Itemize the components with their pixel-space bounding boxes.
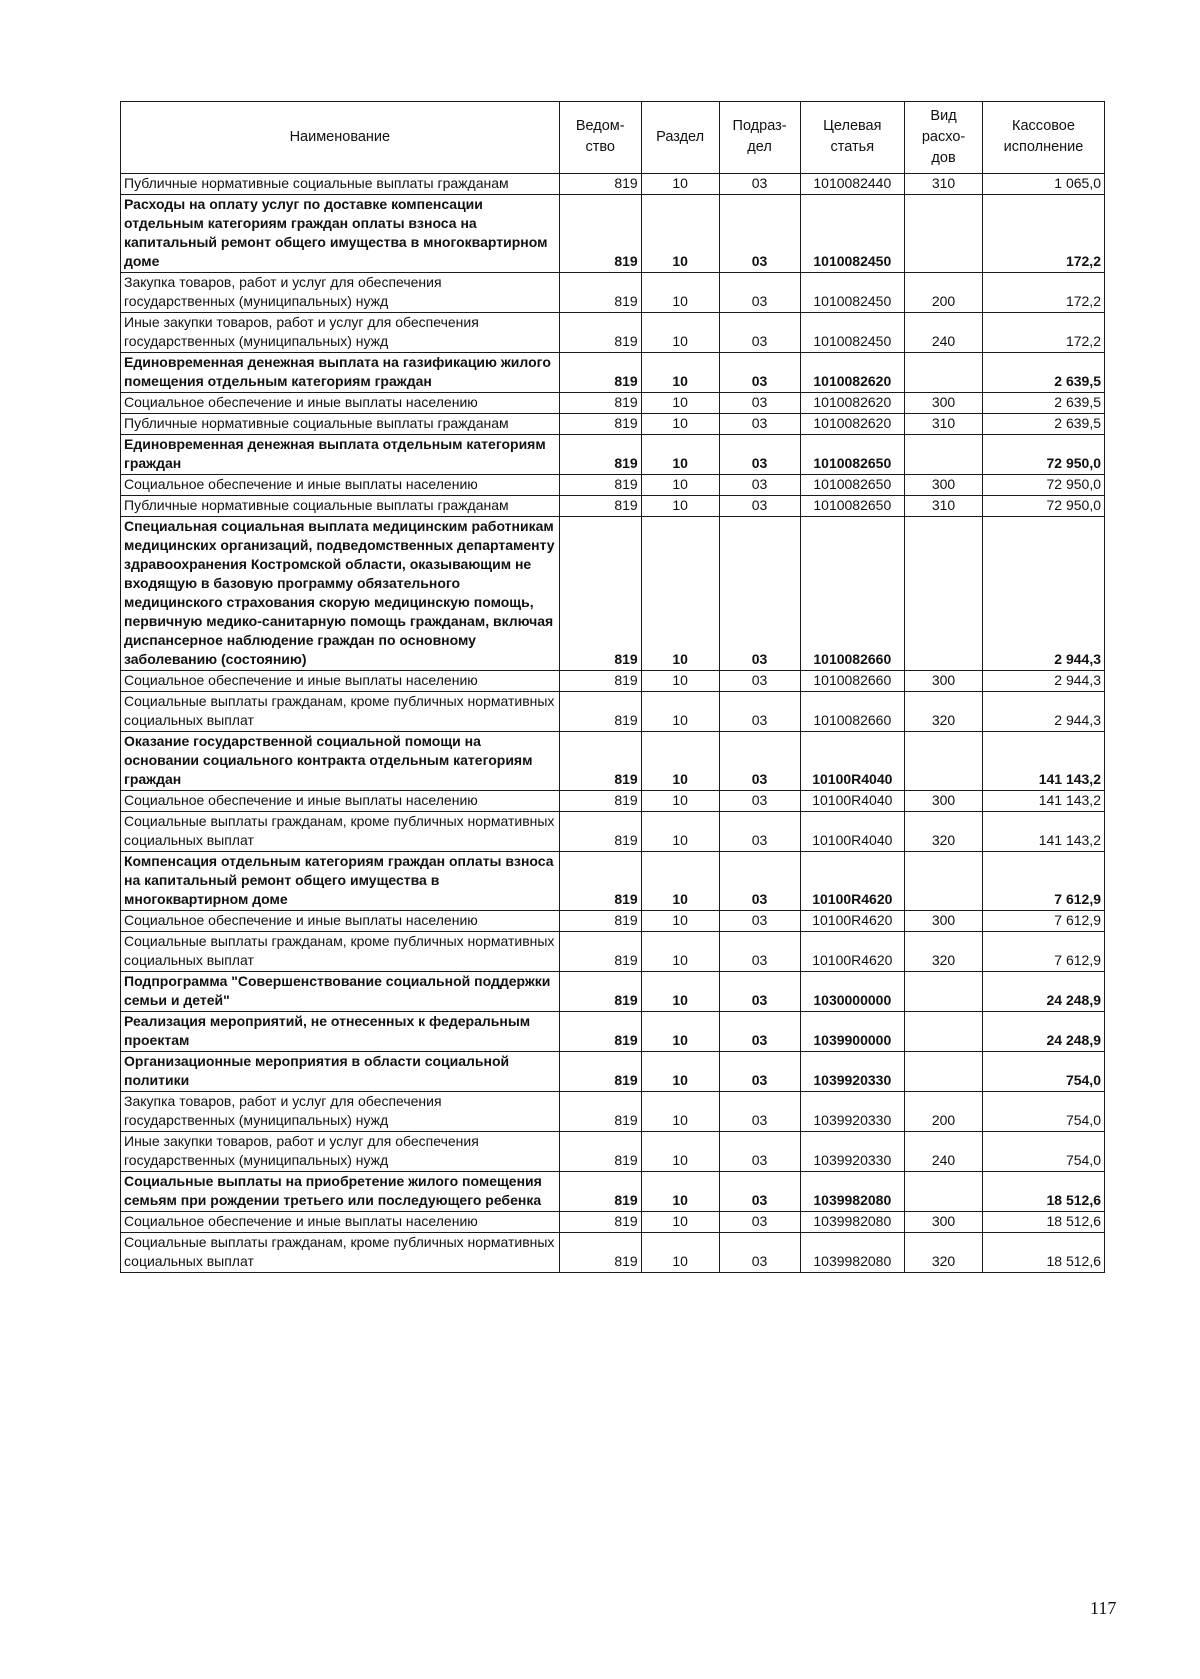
- header-tselevaya: Целевая статья: [800, 102, 905, 174]
- table-row: [121, 1132, 1105, 1172]
- page-number: 117: [1090, 1598, 1117, 1618]
- cell-podrazdel: 03: [719, 517, 800, 671]
- cell-name: Публичные нормативные социальные выплаты гражданам: [121, 414, 560, 435]
- cell-vid: [905, 435, 983, 475]
- cell-amount: 1 065,0: [982, 174, 1104, 195]
- cell-vedomstvo: 819: [559, 393, 641, 414]
- table-row: [121, 1092, 1105, 1132]
- cell-name: Социальные выплаты гражданам, кроме публичных нормативных социальных выплат: [121, 812, 560, 852]
- cell-name: Публичные нормативные социальные выплаты гражданам: [121, 496, 560, 517]
- cell-tselevaya: 1010082620: [800, 393, 905, 414]
- cell-amount: 18 512,6: [982, 1212, 1104, 1233]
- cell-vid: 310: [905, 174, 983, 195]
- header-vid: Вид расхо- дов: [905, 102, 983, 174]
- cell-vedomstvo: 819: [559, 732, 641, 791]
- cell-podrazdel: 03: [719, 313, 800, 353]
- cell-podrazdel: 03: [719, 791, 800, 812]
- table-row: [121, 517, 1105, 671]
- cell-podrazdel: 03: [719, 1132, 800, 1172]
- cell-name: Социальные выплаты на приобретение жилого помещения семьям при рождении третьего или последующего ребенка: [121, 1172, 560, 1212]
- cell-name: Закупка товаров, работ и услуг для обеспечения государственных (муниципальных) нужд: [121, 273, 560, 313]
- cell-name: Социальные выплаты гражданам, кроме публичных нормативных социальных выплат: [121, 932, 560, 972]
- cell-vid: [905, 353, 983, 393]
- cell-tselevaya: 1010082450: [800, 273, 905, 313]
- cell-tselevaya: 1010082650: [800, 475, 905, 496]
- cell-razdel: 10: [641, 414, 719, 435]
- table-row: [121, 393, 1105, 414]
- cell-vid: [905, 517, 983, 671]
- cell-name: Публичные нормативные социальные выплаты гражданам: [121, 174, 560, 195]
- cell-amount: 24 248,9: [982, 1012, 1104, 1052]
- cell-razdel: 10: [641, 812, 719, 852]
- table-row: [121, 791, 1105, 812]
- cell-name: Иные закупки товаров, работ и услуг для обеспечения государственных (муниципальных) нужд: [121, 1132, 560, 1172]
- cell-name: Социальные выплаты гражданам, кроме публичных нормативных социальных выплат: [121, 692, 560, 732]
- cell-amount: 2 944,3: [982, 517, 1104, 671]
- cell-podrazdel: 03: [719, 1092, 800, 1132]
- cell-amount: 754,0: [982, 1052, 1104, 1092]
- cell-podrazdel: 03: [719, 496, 800, 517]
- header-ispolnenie: Кассовое исполнение: [982, 102, 1104, 174]
- cell-tselevaya: 1039982080: [800, 1172, 905, 1212]
- cell-razdel: 10: [641, 1233, 719, 1273]
- table-row: [121, 812, 1105, 852]
- cell-razdel: 10: [641, 1012, 719, 1052]
- table-row: [121, 1052, 1105, 1092]
- cell-name: Расходы на оплату услуг по доставке компенсации отдельным категориям граждан оплаты взноса на капитальный ремонт общего имущества в многоквартирном доме: [121, 195, 560, 273]
- table-row: [121, 852, 1105, 911]
- cell-razdel: 10: [641, 1052, 719, 1092]
- cell-razdel: 10: [641, 791, 719, 812]
- table-row: [121, 1012, 1105, 1052]
- cell-podrazdel: 03: [719, 671, 800, 692]
- table-row: [121, 174, 1105, 195]
- header-vedomstvo: Ведом- ство: [559, 102, 641, 174]
- table-body: [121, 174, 1105, 1273]
- cell-vedomstvo: 819: [559, 195, 641, 273]
- cell-amount: 2 944,3: [982, 671, 1104, 692]
- cell-vid: 200: [905, 1092, 983, 1132]
- cell-tselevaya: 1010082620: [800, 353, 905, 393]
- cell-podrazdel: 03: [719, 1172, 800, 1212]
- cell-podrazdel: 03: [719, 393, 800, 414]
- table-row: [121, 671, 1105, 692]
- cell-vid: [905, 195, 983, 273]
- cell-razdel: 10: [641, 496, 719, 517]
- cell-amount: 7 612,9: [982, 911, 1104, 932]
- cell-amount: 141 143,2: [982, 791, 1104, 812]
- header-row: [121, 102, 1105, 174]
- cell-amount: 172,2: [982, 313, 1104, 353]
- cell-podrazdel: 03: [719, 732, 800, 791]
- cell-vedomstvo: 819: [559, 692, 641, 732]
- table-row: [121, 692, 1105, 732]
- cell-tselevaya: 1010082660: [800, 517, 905, 671]
- cell-vid: [905, 852, 983, 911]
- table-row: [121, 732, 1105, 791]
- cell-razdel: 10: [641, 313, 719, 353]
- cell-razdel: 10: [641, 1212, 719, 1233]
- cell-tselevaya: 1039920330: [800, 1132, 905, 1172]
- header-razdel: Раздел: [641, 102, 719, 174]
- cell-tselevaya: 1010082660: [800, 692, 905, 732]
- cell-vedomstvo: 819: [559, 1132, 641, 1172]
- cell-razdel: 10: [641, 273, 719, 313]
- cell-tselevaya: 10100R4620: [800, 932, 905, 972]
- cell-podrazdel: 03: [719, 1233, 800, 1273]
- cell-vedomstvo: 819: [559, 671, 641, 692]
- cell-tselevaya: 1010082450: [800, 313, 905, 353]
- cell-vid: 200: [905, 273, 983, 313]
- cell-tselevaya: 10100R4040: [800, 732, 905, 791]
- cell-podrazdel: 03: [719, 1212, 800, 1233]
- cell-razdel: 10: [641, 692, 719, 732]
- cell-amount: 24 248,9: [982, 972, 1104, 1012]
- cell-podrazdel: 03: [719, 475, 800, 496]
- cell-vedomstvo: 819: [559, 1092, 641, 1132]
- cell-razdel: 10: [641, 174, 719, 195]
- cell-tselevaya: 1039982080: [800, 1233, 905, 1273]
- cell-vedomstvo: 819: [559, 1233, 641, 1273]
- cell-podrazdel: 03: [719, 273, 800, 313]
- cell-podrazdel: 03: [719, 1052, 800, 1092]
- cell-vedomstvo: 819: [559, 852, 641, 911]
- cell-podrazdel: 03: [719, 174, 800, 195]
- cell-tselevaya: 1010082450: [800, 195, 905, 273]
- cell-razdel: 10: [641, 435, 719, 475]
- cell-vid: 300: [905, 393, 983, 414]
- cell-name: Социальное обеспечение и иные выплаты населению: [121, 1212, 560, 1233]
- cell-vid: 310: [905, 414, 983, 435]
- cell-name: Социальное обеспечение и иные выплаты населению: [121, 911, 560, 932]
- cell-razdel: 10: [641, 972, 719, 1012]
- cell-podrazdel: 03: [719, 353, 800, 393]
- cell-name: Единовременная денежная выплата отдельным категориям граждан: [121, 435, 560, 475]
- cell-name: Социальное обеспечение и иные выплаты населению: [121, 475, 560, 496]
- cell-vedomstvo: 819: [559, 1052, 641, 1092]
- cell-vid: 300: [905, 475, 983, 496]
- cell-name: Оказание государственной социальной помощи на основании социального контракта отдельным категориям граждан: [121, 732, 560, 791]
- cell-name: Организационные мероприятия в области социальной политики: [121, 1052, 560, 1092]
- cell-razdel: 10: [641, 353, 719, 393]
- cell-vedomstvo: 819: [559, 475, 641, 496]
- cell-vid: [905, 1012, 983, 1052]
- cell-vid: 300: [905, 791, 983, 812]
- cell-name: Подпрограмма "Совершенствование социальной поддержки семьи и детей": [121, 972, 560, 1012]
- cell-tselevaya: 10100R4040: [800, 791, 905, 812]
- cell-tselevaya: 1010082440: [800, 174, 905, 195]
- cell-tselevaya: 1010082650: [800, 496, 905, 517]
- cell-razdel: 10: [641, 1132, 719, 1172]
- cell-name: Компенсация отдельным категориям граждан оплаты взноса на капитальный ремонт общего имущества в многоквартирном доме: [121, 852, 560, 911]
- cell-vid: 320: [905, 1233, 983, 1273]
- table-row: [121, 475, 1105, 496]
- cell-vid: [905, 1172, 983, 1212]
- cell-tselevaya: 10100R4620: [800, 852, 905, 911]
- cell-vedomstvo: 819: [559, 517, 641, 671]
- cell-amount: 172,2: [982, 273, 1104, 313]
- cell-podrazdel: 03: [719, 972, 800, 1012]
- table-row: [121, 195, 1105, 273]
- cell-amount: 754,0: [982, 1092, 1104, 1132]
- cell-vid: [905, 972, 983, 1012]
- cell-amount: 72 950,0: [982, 435, 1104, 475]
- cell-tselevaya: 1039920330: [800, 1092, 905, 1132]
- cell-vid: 300: [905, 1212, 983, 1233]
- cell-vedomstvo: 819: [559, 911, 641, 932]
- cell-amount: 18 512,6: [982, 1172, 1104, 1212]
- cell-vedomstvo: 819: [559, 273, 641, 313]
- table-row: [121, 932, 1105, 972]
- cell-vedomstvo: 819: [559, 435, 641, 475]
- cell-tselevaya: 1039900000: [800, 1012, 905, 1052]
- header-podrazdel: Подраз- дел: [719, 102, 800, 174]
- cell-amount: 72 950,0: [982, 475, 1104, 496]
- cell-amount: 2 944,3: [982, 692, 1104, 732]
- table-row: [121, 911, 1105, 932]
- cell-podrazdel: 03: [719, 414, 800, 435]
- cell-tselevaya: 1010082660: [800, 671, 905, 692]
- cell-vid: 320: [905, 932, 983, 972]
- cell-name: Социальное обеспечение и иные выплаты населению: [121, 671, 560, 692]
- cell-tselevaya: 10100R4040: [800, 812, 905, 852]
- cell-name: Иные закупки товаров, работ и услуг для обеспечения государственных (муниципальных) нужд: [121, 313, 560, 353]
- cell-tselevaya: 10100R4620: [800, 911, 905, 932]
- cell-tselevaya: 1010082620: [800, 414, 905, 435]
- cell-amount: 754,0: [982, 1132, 1104, 1172]
- cell-podrazdel: 03: [719, 911, 800, 932]
- cell-vid: 240: [905, 313, 983, 353]
- cell-vid: 320: [905, 812, 983, 852]
- table-row: [121, 414, 1105, 435]
- cell-podrazdel: 03: [719, 195, 800, 273]
- cell-name: Специальная социальная выплата медицинским работникам медицинских организаций, подведомственных департаменту здравоохранения Костромской области, оказывающим не входящую в базовую программу обязательного медицинского страхования скорую медицинскую помощь, первичную медико-санитарную помощь гражданам, включая диспансерное наблюдение граждан по основному заболеванию (состоянию): [121, 517, 560, 671]
- cell-vedomstvo: 819: [559, 353, 641, 393]
- cell-name: Социальные выплаты гражданам, кроме публичных нормативных социальных выплат: [121, 1233, 560, 1273]
- cell-vedomstvo: 819: [559, 313, 641, 353]
- table-row: [121, 1212, 1105, 1233]
- header-name: Наименование: [121, 102, 560, 174]
- cell-vid: 240: [905, 1132, 983, 1172]
- cell-podrazdel: 03: [719, 692, 800, 732]
- cell-amount: 2 639,5: [982, 353, 1104, 393]
- budget-table: [120, 101, 1105, 1273]
- table-row: [121, 972, 1105, 1012]
- cell-razdel: 10: [641, 475, 719, 496]
- cell-amount: 72 950,0: [982, 496, 1104, 517]
- cell-amount: 7 612,9: [982, 932, 1104, 972]
- table-row: [121, 435, 1105, 475]
- table-row: [121, 1172, 1105, 1212]
- cell-name: Социальное обеспечение и иные выплаты населению: [121, 791, 560, 812]
- cell-amount: 7 612,9: [982, 852, 1104, 911]
- cell-razdel: 10: [641, 517, 719, 671]
- cell-vedomstvo: 819: [559, 174, 641, 195]
- cell-podrazdel: 03: [719, 932, 800, 972]
- cell-name: Реализация мероприятий, не отнесенных к федеральным проектам: [121, 1012, 560, 1052]
- cell-vedomstvo: 819: [559, 812, 641, 852]
- cell-tselevaya: 1039982080: [800, 1212, 905, 1233]
- cell-amount: 141 143,2: [982, 812, 1104, 852]
- cell-vedomstvo: 819: [559, 932, 641, 972]
- cell-vid: 310: [905, 496, 983, 517]
- cell-name: Социальное обеспечение и иные выплаты населению: [121, 393, 560, 414]
- cell-vedomstvo: 819: [559, 791, 641, 812]
- cell-razdel: 10: [641, 195, 719, 273]
- cell-podrazdel: 03: [719, 812, 800, 852]
- cell-vid: [905, 1052, 983, 1092]
- cell-vid: 320: [905, 692, 983, 732]
- cell-vid: 300: [905, 671, 983, 692]
- cell-vid: 300: [905, 911, 983, 932]
- cell-razdel: 10: [641, 671, 719, 692]
- cell-podrazdel: 03: [719, 1012, 800, 1052]
- cell-razdel: 10: [641, 932, 719, 972]
- cell-amount: 2 639,5: [982, 393, 1104, 414]
- table-row: [121, 1233, 1105, 1273]
- cell-razdel: 10: [641, 732, 719, 791]
- cell-vedomstvo: 819: [559, 1212, 641, 1233]
- cell-razdel: 10: [641, 1092, 719, 1132]
- cell-vedomstvo: 819: [559, 496, 641, 517]
- cell-vedomstvo: 819: [559, 414, 641, 435]
- table-row: [121, 313, 1105, 353]
- cell-vedomstvo: 819: [559, 1012, 641, 1052]
- table-row: [121, 353, 1105, 393]
- table-row: [121, 273, 1105, 313]
- cell-podrazdel: 03: [719, 852, 800, 911]
- cell-amount: 141 143,2: [982, 732, 1104, 791]
- cell-vedomstvo: 819: [559, 972, 641, 1012]
- cell-razdel: 10: [641, 852, 719, 911]
- cell-vedomstvo: 819: [559, 1172, 641, 1212]
- cell-razdel: 10: [641, 1172, 719, 1212]
- cell-podrazdel: 03: [719, 435, 800, 475]
- cell-amount: 172,2: [982, 195, 1104, 273]
- cell-vid: [905, 732, 983, 791]
- cell-name: Закупка товаров, работ и услуг для обеспечения государственных (муниципальных) нужд: [121, 1092, 560, 1132]
- cell-amount: 18 512,6: [982, 1233, 1104, 1273]
- cell-razdel: 10: [641, 911, 719, 932]
- cell-tselevaya: 1010082650: [800, 435, 905, 475]
- cell-tselevaya: 1039920330: [800, 1052, 905, 1092]
- cell-amount: 2 639,5: [982, 414, 1104, 435]
- cell-razdel: 10: [641, 393, 719, 414]
- cell-tselevaya: 1030000000: [800, 972, 905, 1012]
- cell-name: Единовременная денежная выплата на газификацию жилого помещения отдельным категориям граждан: [121, 353, 560, 393]
- table-row: [121, 496, 1105, 517]
